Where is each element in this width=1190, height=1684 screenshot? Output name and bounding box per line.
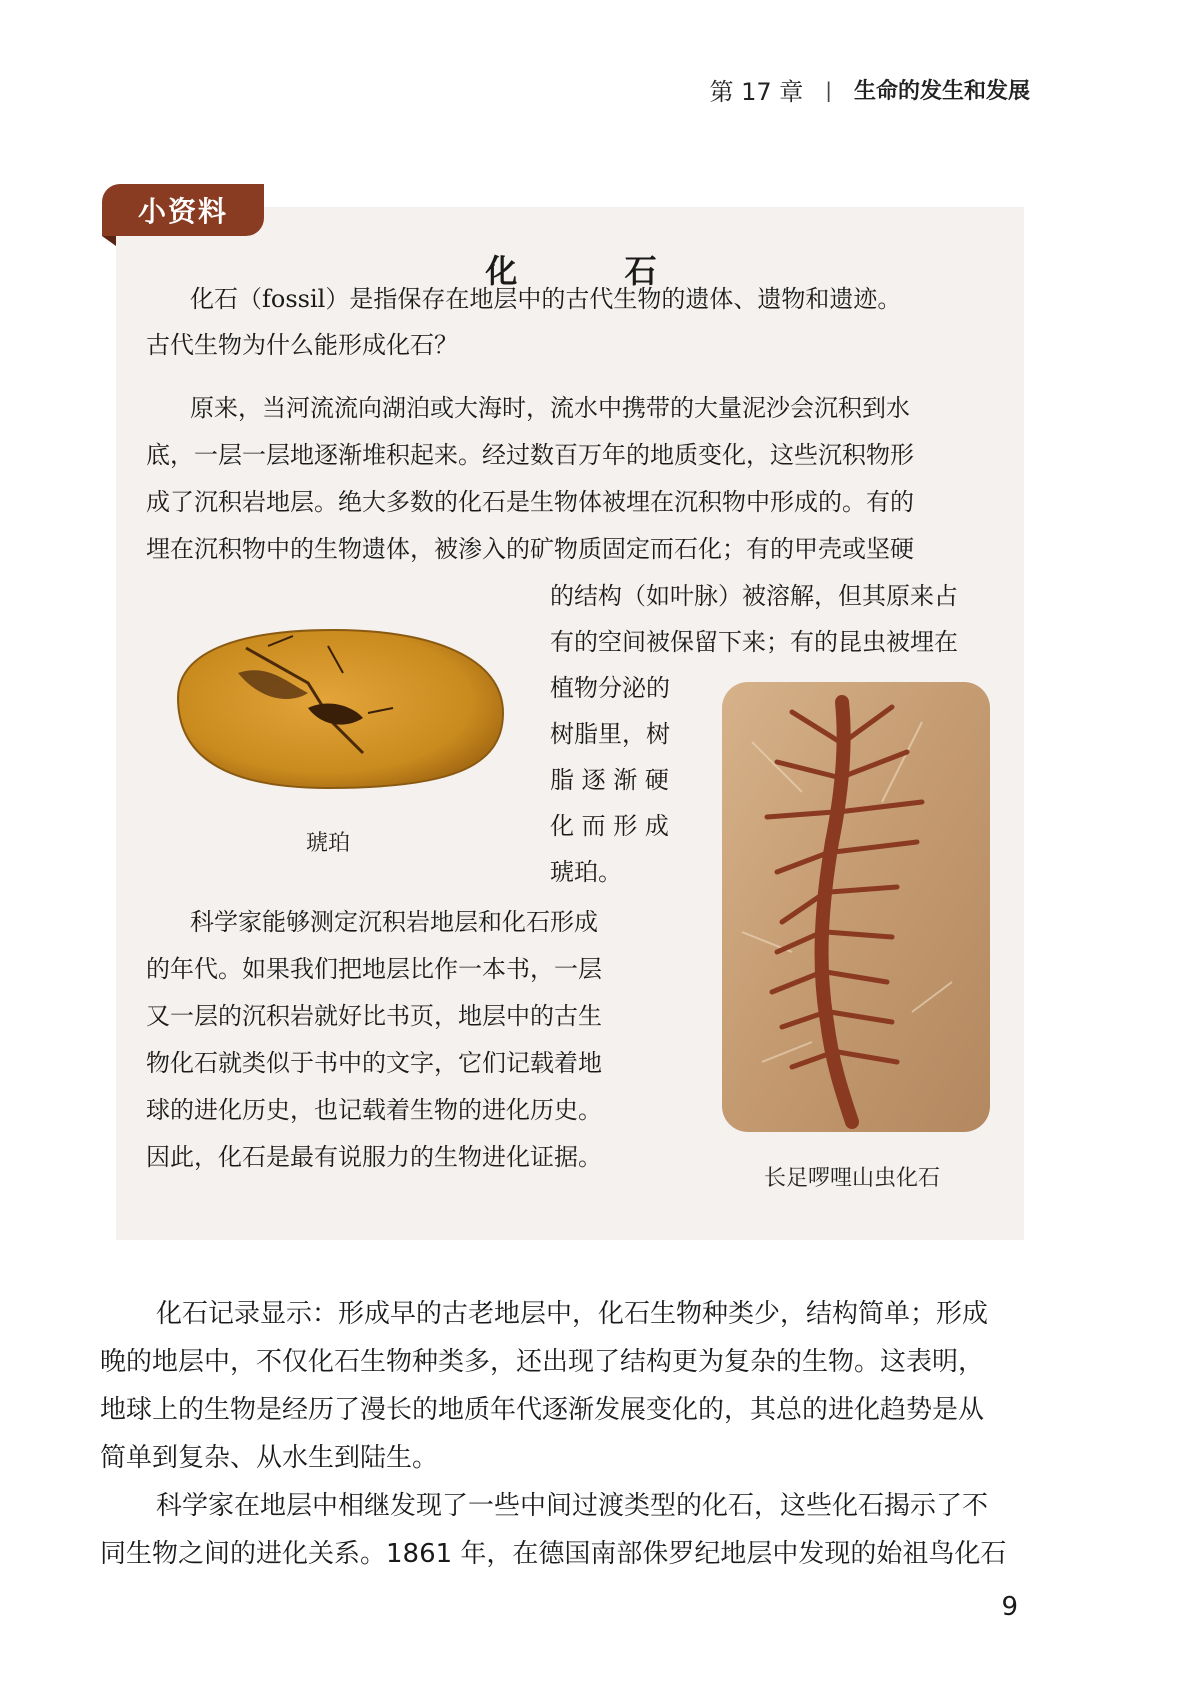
header-separator: | [825,77,832,102]
body-text-line: 科学家在地层中相继发现了一些中间过渡类型的化石，这些化石揭示了不 [156,1491,989,1521]
box-text-line: 物化石就类似于书中的文字，它们记载着地 [146,1049,602,1077]
box-text-line: 成了沉积岩地层。绝大多数的化石是生物体被埋在沉积物中形成的。有的 [146,488,914,516]
box-text-line: 又一层的沉积岩就好比书页，地层中的古生 [146,1002,602,1030]
fossil-caption: 长足啰哩山虫化石 [764,1166,941,1191]
box-text-line: 化石（fossil）是指保存在地层中的古代生物的遗体、遗物和遗迹。 [190,285,902,313]
body-text-line: 化石记录显示：形成早的古老地层中，化石生物种类少，结构简单；形成 [156,1299,989,1329]
box-text-line: 化 而 形 成 [550,812,669,840]
fossil-image [722,682,990,1132]
page-header [709,72,1030,107]
body-text-line: 地球上的生物是经历了漫长的地质年代逐渐发展变化的，其总的进化趋势是从 [100,1395,985,1425]
page-number: 9 [1001,1592,1018,1622]
body-text-line: 简单到复杂、从水生到陆生。 [100,1443,439,1473]
box-text-line: 有的空间被保留下来；有的昆虫被埋在 [550,628,958,656]
box-text-line: 脂 逐 渐 硬 [550,766,669,794]
box-text-line: 植物分泌的 [550,674,670,702]
box-text-line: 古代生物为什么能形成化石？ [146,331,458,359]
tag-fold-decoration [102,236,116,246]
box-text-line: 因此，化石是最有说服力的生物进化证据。 [146,1143,602,1171]
amber-image [158,628,508,793]
box-text-line: 埋在沉积物中的生物遗体，被渗入的矿物质固定而石化；有的甲壳或坚硬 [146,535,914,563]
chapter-title: 生命的发生和发展 [853,79,1030,104]
box-text-line: 底，一层一层地逐渐堆积起来。经过数百万年的地质变化，这些沉积物形 [146,441,914,469]
info-box-tag: 小资料 [102,184,264,236]
box-text-line: 琥珀。 [550,858,622,886]
info-box-title: 化 石 [485,252,705,290]
box-text-line: 科学家能够测定沉积岩地层和化石形成 [190,908,598,936]
body-text-line: 同生物之间的进化关系。1861 年，在德国南部侏罗纪地层中发现的始祖鸟化石 [100,1539,1007,1569]
amber-caption: 琥珀 [306,831,351,856]
box-text-line: 的年代。如果我们把地层比作一本书，一层 [146,955,602,983]
box-text-line: 原来，当河流流向湖泊或大海时，流水中携带的大量泥沙会沉积到水 [190,394,910,422]
box-text-line: 的结构（如叶脉）被溶解，但其原来占 [550,582,958,610]
body-text-line: 晚的地层中，不仅化石生物种类多，还出现了结构更为复杂的生物。这表明， [100,1347,985,1377]
chapter-number: 第 17 章 [709,78,804,106]
box-text-line: 球的进化历史，也记载着生物的进化历史。 [146,1096,602,1124]
box-text-line: 树脂里，树 [550,720,670,748]
